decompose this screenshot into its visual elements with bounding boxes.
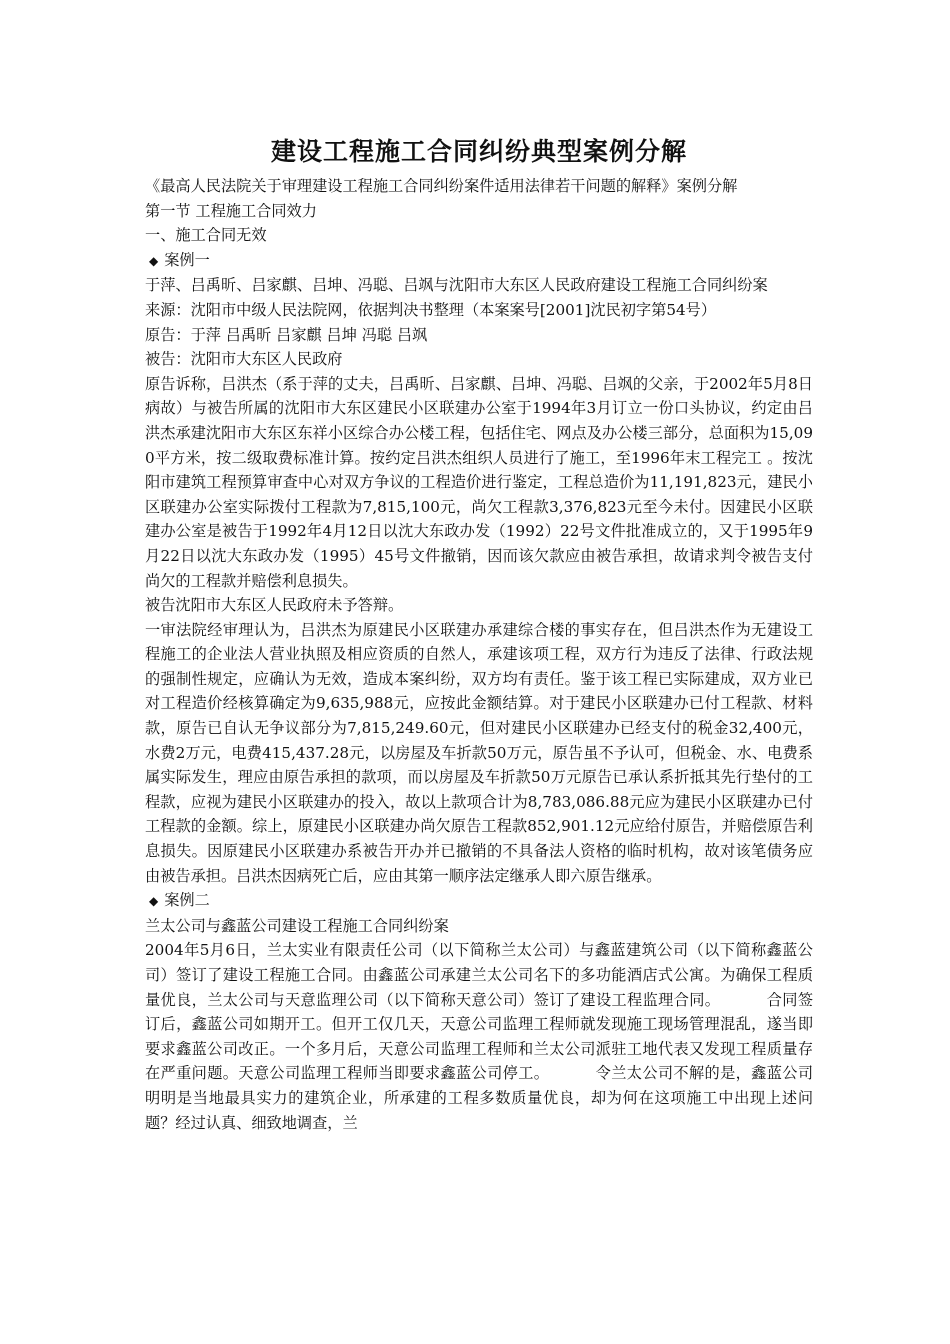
case2-paragraph-2: 合同签订后，鑫蓝公司如期开工。但开工仅几天，天意公司监理工程师就发现施工现场管理混乱，遂当即要求鑫蓝公司改正。一个多月后，天意公司监理工程师和兰太公司派驻工地代表又发现工程质量存在严重问题。天意公司监理工程师当即要求鑫蓝公司停工。 xyxy=(145,990,814,1083)
case2-name: 兰太公司与鑫蓝公司建设工程施工合同纠纷案 xyxy=(145,916,449,935)
case2-body xyxy=(145,938,813,1135)
subsection-heading: 一、施工合同无效 xyxy=(145,226,267,245)
case1-heading xyxy=(145,248,813,274)
case1-heading-text: 案例一 xyxy=(164,250,210,269)
document-page xyxy=(145,132,813,1135)
section-heading: 第一节 工程施工合同效力 xyxy=(145,201,317,220)
diamond-bullet-icon: ◆ xyxy=(149,253,159,268)
case1-plaintiff: 原告：于萍 吕禹昕 吕家麒 吕坤 冯聪 吕飒 xyxy=(145,325,428,344)
diamond-bullet-icon: ◆ xyxy=(149,894,159,909)
case1-source: 来源：沈阳市中级人民法院网，依据判决书整理（本案案号[2001]沈民初字第54号） xyxy=(145,300,717,319)
document-subtitle: 《最高人民法院关于审理建设工程施工合同纠纷案件适用法律若干问题的解释》案例分解 xyxy=(145,177,738,195)
document-title: 建设工程施工合同纠纷典型案例分解 xyxy=(270,137,687,166)
case2-heading-text: 案例二 xyxy=(164,891,210,910)
case2-paragraph-1: 2004年5月6日，兰太实业有限责任公司（以下简称兰太公司）与鑫蓝建筑公司（以下简称鑫蓝公司）签订了建设工程施工合同。由鑫蓝公司承建兰太公司名下的多功能酒店式公寓。为确保工程质量优良，兰太公司与天意监理公司（以下简称天意公司）签订了建设工程监理合同。 xyxy=(145,941,813,1009)
case1-claim: 原告诉称，吕洪杰（系于萍的丈夫，吕禹昕、吕家麒、吕坤、冯聪、吕飒的父亲，于2002年5月8日病故）与被告所属的沈阳市大东区建民小区联建办公室于1994年3月订立一份口头协议，约定由吕洪杰承建沈阳市大东区东祥小区综合办公楼工程，包括住宅、网点及办公楼三部分，总面积为15,090平方米，按二级取费标准计算。按约定吕洪杰组织人员进行了施工，至1996年末工程完工 。按沈阳市建筑工程预算审查中心对双方争议的工程造价进行鉴定，工程总造价为11,191,823元，建民小区联建办公室实际拨付工程款为7,815,100元，尚欠工程款3,376,823元至今未付。因建民小区联建办公室是被告于1992年4月12日以沈大东政办发（1992）22号文件批准成立的，又于1995年9月22日以沈大东政办发（1995）45号文件撤销，因而该欠款应由被告承担，故请求判令被告支付尚欠的工程款并赔偿利息损失。 xyxy=(145,374,813,590)
case1-defendant: 被告：沈阳市大东区人民政府 xyxy=(145,350,343,369)
case1-name: 于萍、吕禹昕、吕家麒、吕坤、冯聪、吕飒与沈阳市大东区人民政府建设工程施工合同纠纷案 xyxy=(145,276,768,295)
case2-paragraph-3: 令兰太公司不解的是，鑫蓝公司明明是当地最具实力的建筑企业，所承建的工程多数质量优良，却为何在这项施工中出现上述问题？经过认真、细致地调查，兰 xyxy=(145,1064,814,1132)
case1-defense: 被告沈阳市大东区人民政府未予答辩。 xyxy=(145,596,404,615)
case2-heading xyxy=(145,888,813,914)
case1-ruling: 一审法院经审理认为，吕洪杰为原建民小区联建办承建综合楼的事实存在，但吕洪杰作为无建设工程施工的企业法人营业执照及相应资质的自然人，承建该项工程，双方行为违反了法律、行政法规的强制性规定，应确认为无效，造成本案纠纷，双方均有责任。鉴于该工程已实际建成，双方业已对工程造价经核算确定为9,635,988元，应按此金额结算。对于建民小区联建办已付工程款、材料款，原告已自认无争议部分为7,815,249.60元，但对建民小区联建办已经支付的税金32,400元，水费2万元，电费415,437.28元，以房屋及车折款50万元，原告虽不予认可，但税金、水、电费系属实际发生，理应由原告承担的款项，而以房屋及车折款50万元原告已承认系折抵其先行垫付的工程款，应视为建民小区联建办的投入，故以上款项合计为8,783,086.88元应为建民小区联建办已付工程款的金额。综上，原建民小区联建办尚欠原告工程款852,901.12元应给付原告，并赔偿原告利息损失。因原建民小区联建办系被告开办并已撤销的不具备法人资格的临时机构，故对该笔债务应由被告承担。吕洪杰因病死亡后，应由其第一顺序法定继承人即六原告继承。 xyxy=(145,620,813,885)
